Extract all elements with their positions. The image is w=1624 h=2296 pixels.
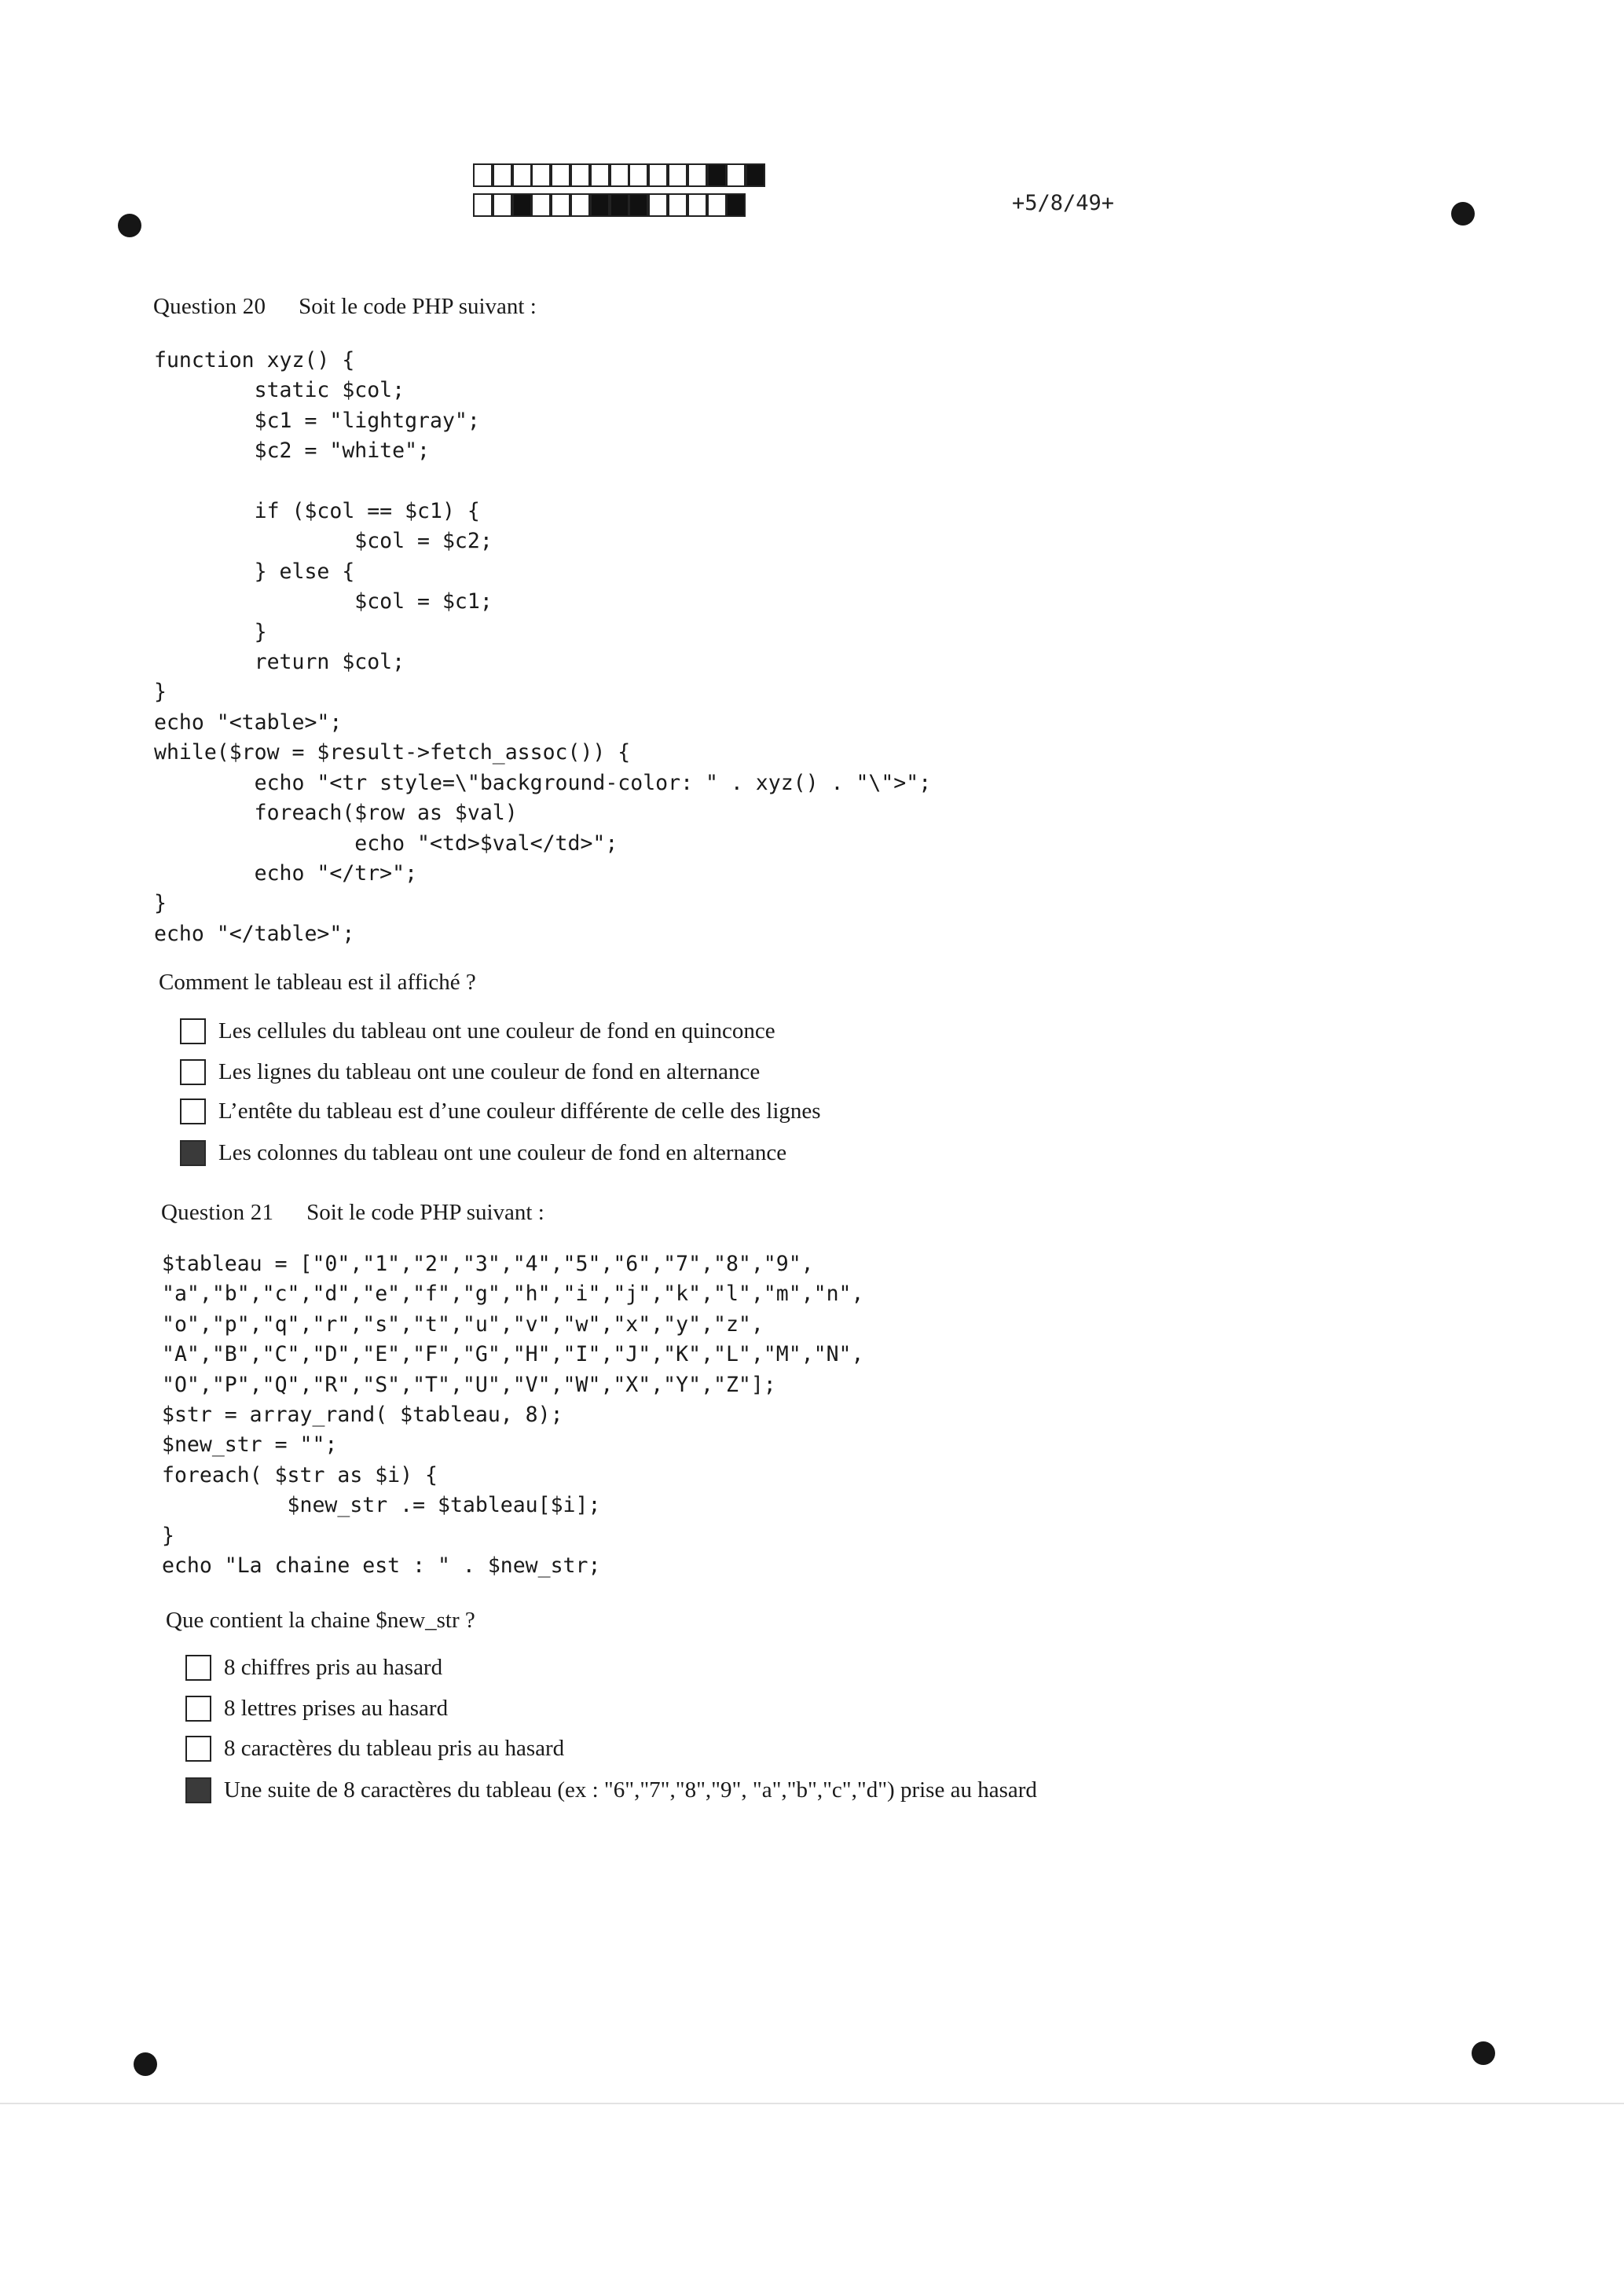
- question-21-prompt: Que contient la chaine $new_str ?: [166, 1608, 475, 1633]
- barcode-cell: [570, 193, 590, 217]
- barcode-cell: [610, 193, 629, 217]
- question-20-option[interactable]: [180, 1018, 775, 1044]
- answer-checkbox[interactable]: [185, 1736, 211, 1762]
- barcode-cell: [629, 193, 648, 217]
- question-20-prompt: Comment le tableau est il affiché ?: [159, 970, 476, 995]
- barcode-cell: [610, 163, 629, 187]
- barcode-cell: [707, 163, 727, 187]
- barcode-cell: [570, 163, 590, 187]
- barcode-cell: [512, 193, 532, 217]
- question-20-option[interactable]: [180, 1098, 821, 1124]
- question-20-title: [153, 294, 537, 320]
- barcode-cell: [551, 193, 570, 217]
- barcode-cell: [648, 193, 668, 217]
- question-number: Question 21: [161, 1200, 274, 1225]
- barcode-cell: [726, 163, 746, 187]
- barcode-cell: [473, 193, 493, 217]
- question-20-option[interactable]: [180, 1059, 760, 1085]
- option-label: Les lignes du tableau ont une couleur de fond en alternance: [218, 1059, 761, 1084]
- page-bottom-edge: [0, 2103, 1624, 2104]
- option-label: Les colonnes du tableau ont une couleur de fond en alternance: [218, 1140, 787, 1165]
- barcode-cell: [590, 193, 610, 217]
- question-21-option[interactable]: [185, 1696, 448, 1722]
- barcode-cell: [512, 163, 532, 187]
- option-label: 8 chiffres pris au hasard: [224, 1655, 443, 1680]
- barcode-cell: [473, 163, 493, 187]
- question-21-code: $tableau = ["0","1","2","3","4","5","6","7","8","9", "a","b","c","d","e","f","g","h","i","j","k","l","m","n", "o","p","q","r","s","t","u","v","w","x","y","z", "A","B","C","D","E","F","G","H","I","J","K","L","M","N", "O","P","Q","R","S","T","U","V","W","X","Y","Z"]; $str = array_rand( $tableau, 8); $new_str = ""; foreach( $str as $i) { $new_str .= $tableau[$i]; } echo "La chaine est : " . $new_str;: [162, 1252, 864, 1579]
- barcode-cell: [493, 193, 512, 217]
- option-label: Les cellules du tableau ont une couleur de fond en quinconce: [218, 1018, 775, 1043]
- registration-mark-top-right: [1451, 202, 1475, 226]
- barcode-cell: [746, 163, 765, 187]
- question-21-option[interactable]: [185, 1777, 1037, 1803]
- barcode-cell: [707, 193, 727, 217]
- option-label: Une suite de 8 caractères du tableau (ex : "6","7","8","9", "a","b","c","d") prise au hasard: [224, 1777, 1037, 1803]
- question-21-title: [161, 1200, 544, 1226]
- question-intro: Soit le code PHP suivant :: [299, 294, 537, 319]
- barcode-cell: [551, 163, 570, 187]
- barcode-cell: [493, 163, 512, 187]
- question-intro: Soit le code PHP suivant :: [306, 1200, 544, 1225]
- answer-checkbox[interactable]: [185, 1696, 211, 1722]
- barcode-cell: [687, 193, 707, 217]
- answer-checkbox[interactable]: [180, 1018, 206, 1044]
- answer-checkbox[interactable]: [180, 1059, 206, 1085]
- question-number: Question 20: [153, 294, 266, 319]
- registration-mark-bottom-left: [134, 2052, 157, 2076]
- option-label: L’entête du tableau est d’une couleur différente de celle des lignes: [218, 1098, 821, 1124]
- option-label: 8 lettres prises au hasard: [224, 1696, 449, 1721]
- answer-checkbox[interactable]: [180, 1098, 206, 1124]
- question-20-option[interactable]: [180, 1140, 786, 1166]
- barcode-cell: [590, 163, 610, 187]
- barcode-cell: [726, 193, 746, 217]
- option-label: 8 caractères du tableau pris au hasard: [224, 1736, 565, 1761]
- registration-mark-top-left: [118, 214, 141, 237]
- answer-checkbox[interactable]: [185, 1655, 211, 1681]
- barcode-cell: [687, 163, 707, 187]
- page-identifier: +5/8/49+: [1012, 191, 1115, 215]
- barcode-cell: [668, 193, 687, 217]
- answer-checkbox[interactable]: [185, 1777, 211, 1803]
- barcode-cell: [531, 163, 551, 187]
- answer-checkbox[interactable]: [180, 1140, 206, 1166]
- registration-mark-bottom-right: [1472, 2041, 1495, 2065]
- question-20-code: function xyz() { static $col; $c1 = "lightgray"; $c2 = "white"; if ($col == $c1) { $col = $c2; } else { $col = $c1; } return $col; } echo "<table>"; while($row = $result->fetch_assoc()) { echo "<tr style=\"background-color: " . xyz() . "\">"; foreach($row as $val) echo "<td>$val</td>"; echo "</tr>"; } echo "</table>";: [154, 348, 932, 946]
- question-21-option[interactable]: [185, 1655, 442, 1681]
- barcode-cell: [648, 163, 668, 187]
- barcode-cell: [668, 163, 687, 187]
- barcode-cell: [629, 163, 648, 187]
- barcode-cell: [531, 193, 551, 217]
- question-21-option[interactable]: [185, 1736, 564, 1762]
